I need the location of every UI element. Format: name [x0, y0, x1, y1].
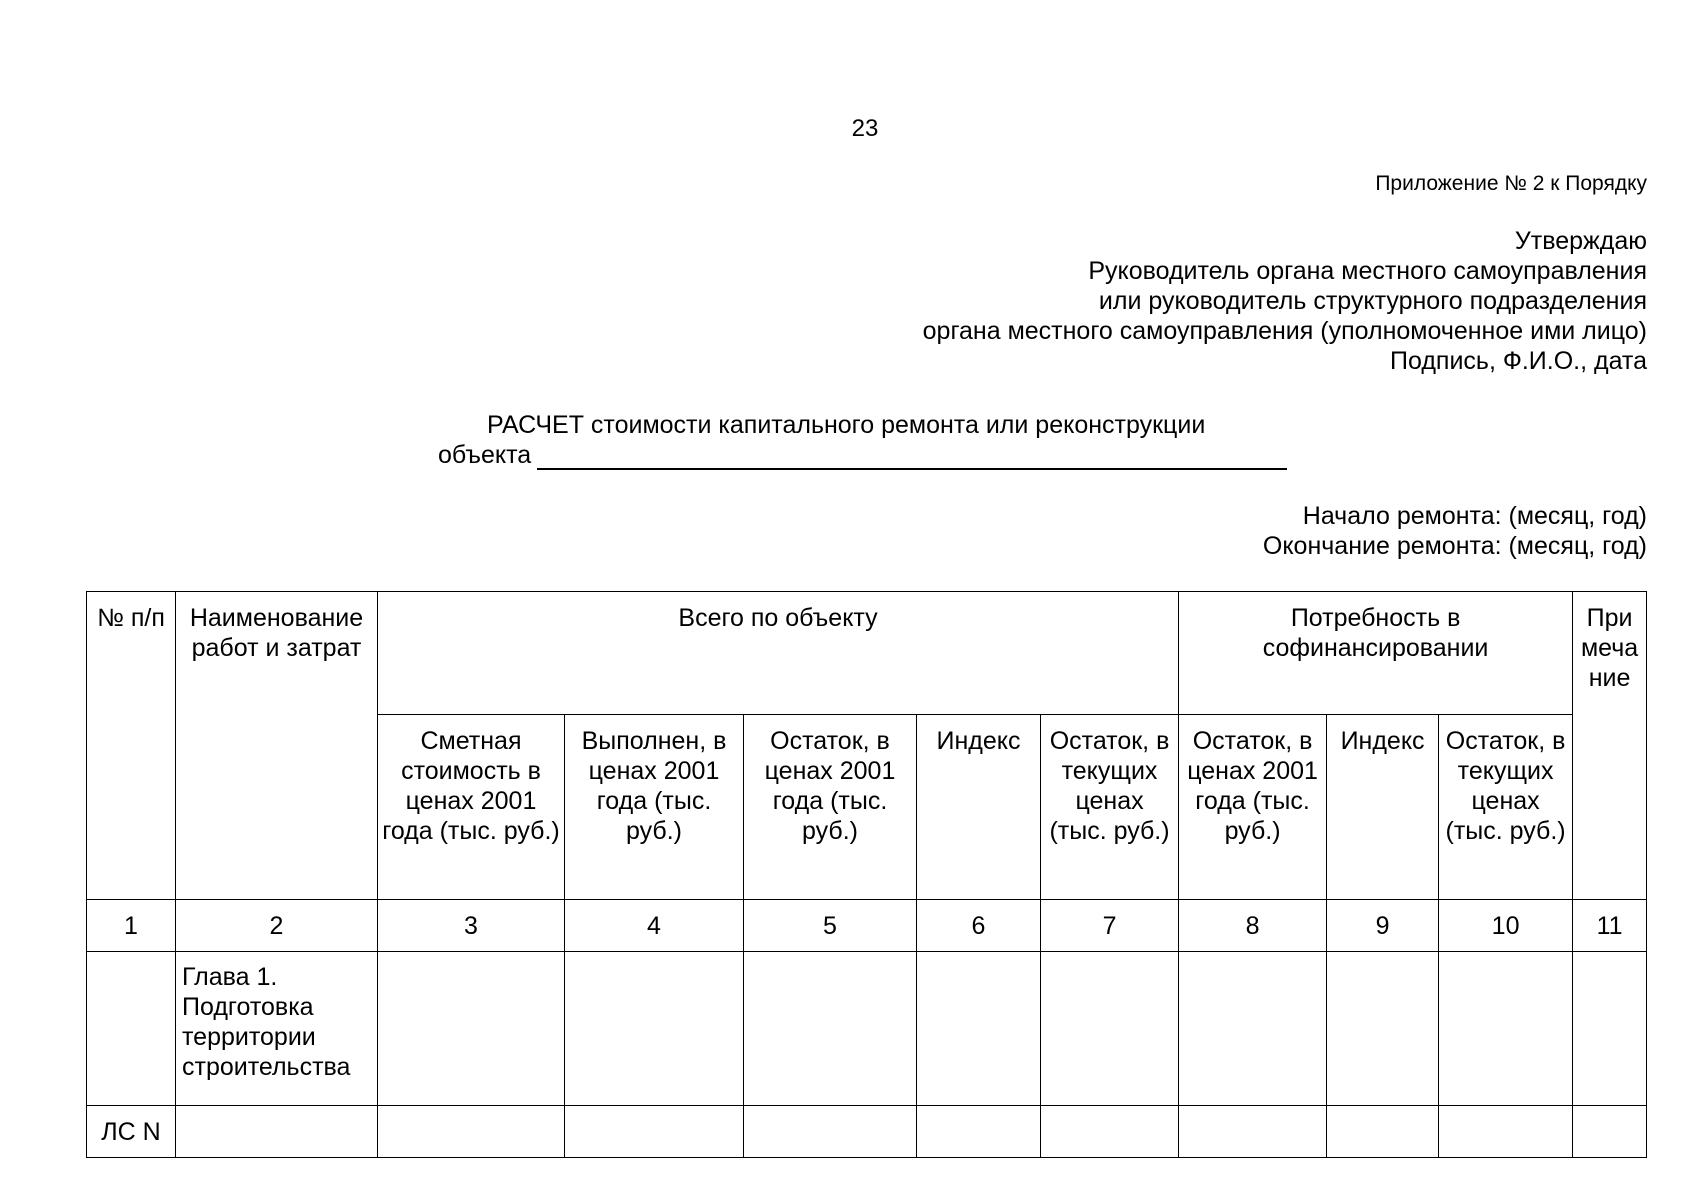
empty-cell — [1439, 1106, 1573, 1158]
header-index: Индекс — [917, 715, 1041, 900]
column-number-row — [87, 900, 1647, 952]
title-line: РАСЧЕТ стоимости капитального ремонта или реконструкции — [487, 411, 1206, 439]
empty-cell — [565, 952, 744, 1106]
empty-cell — [1041, 952, 1179, 1106]
document-title — [438, 410, 1287, 470]
row-name-cell — [176, 1106, 378, 1158]
header-group-total: Всего по объекту — [378, 592, 1179, 715]
row-name-cell: Глава 1. Подготовка территории строительства — [176, 952, 378, 1106]
header-completed: Выполнен, в ценах 2001 года (тыс. руб.) — [565, 715, 744, 900]
column-number: 4 — [565, 900, 744, 952]
header-group-cofinancing: Потребность в софинансировании — [1179, 592, 1573, 715]
header-note: При меча ние — [1573, 592, 1647, 900]
table-row — [87, 952, 1647, 1106]
repair-end: Окончание ремонта: (месяц, год) — [1262, 532, 1647, 560]
column-number: 1 — [87, 900, 176, 952]
column-number: 6 — [917, 900, 1041, 952]
header-num: № п/п — [87, 592, 176, 900]
approval-line: или руководитель структурного подразделения — [1098, 287, 1647, 315]
row-num-cell: ЛС N — [87, 1106, 176, 1158]
approval-line: Подпись, Ф.И.О., дата — [1390, 347, 1647, 375]
appendix-label: Приложение № 2 к Порядку — [1375, 172, 1647, 195]
header-cofin-index: Индекс — [1327, 715, 1439, 900]
column-number: 8 — [1179, 900, 1327, 952]
page-number: 23 — [851, 115, 879, 142]
empty-cell — [1439, 952, 1573, 1106]
table-row — [87, 1106, 1647, 1158]
empty-cell — [378, 952, 565, 1106]
empty-cell — [917, 952, 1041, 1106]
header-cofin-remaining-2001: Остаток, в ценах 2001 года (тыс. руб.) — [1179, 715, 1327, 900]
approval-block — [923, 226, 1647, 376]
title-object-label: объекта — [438, 441, 532, 469]
calculation-table — [86, 591, 1647, 1158]
header-remaining-current: Остаток, в текущих ценах (тыс. руб.) — [1041, 715, 1179, 900]
header-name: Наименование работ и затрат — [176, 592, 378, 900]
empty-cell — [1573, 952, 1647, 1106]
column-number: 5 — [744, 900, 917, 952]
empty-cell — [1041, 1106, 1179, 1158]
column-number: 10 — [1439, 900, 1573, 952]
header-remaining-2001: Остаток, в ценах 2001 года (тыс. руб.) — [744, 715, 917, 900]
empty-cell — [1573, 1106, 1647, 1158]
header-estimated-cost: Сметная стоимость в ценах 2001 года (тыс. руб.) — [378, 715, 565, 900]
empty-cell — [744, 952, 917, 1106]
column-number: 3 — [378, 900, 565, 952]
approval-line: Руководитель органа местного самоуправления — [1088, 257, 1647, 285]
column-number: 2 — [176, 900, 378, 952]
repair-start: Начало ремонта: (месяц, год) — [1302, 502, 1647, 530]
approval-line: органа местного самоуправления (уполномоченное ими лицо) — [922, 317, 1647, 345]
repair-dates — [1263, 501, 1647, 561]
approval-line: Утверждаю — [1514, 227, 1647, 255]
title-object-line — [438, 440, 1287, 470]
column-number: 7 — [1041, 900, 1179, 952]
header-cofin-remaining-current: Остаток, в текущих ценах (тыс. руб.) — [1439, 715, 1573, 900]
header-row-groups — [87, 592, 1647, 715]
empty-cell — [565, 1106, 744, 1158]
column-number: 11 — [1573, 900, 1647, 952]
row-num-cell — [87, 952, 176, 1106]
empty-cell — [917, 1106, 1041, 1158]
empty-cell — [1327, 952, 1439, 1106]
empty-cell — [378, 1106, 565, 1158]
empty-cell — [1179, 952, 1327, 1106]
empty-cell — [1179, 1106, 1327, 1158]
object-name-blank — [537, 444, 1287, 470]
empty-cell — [1327, 1106, 1439, 1158]
empty-cell — [744, 1106, 917, 1158]
column-number: 9 — [1327, 900, 1439, 952]
